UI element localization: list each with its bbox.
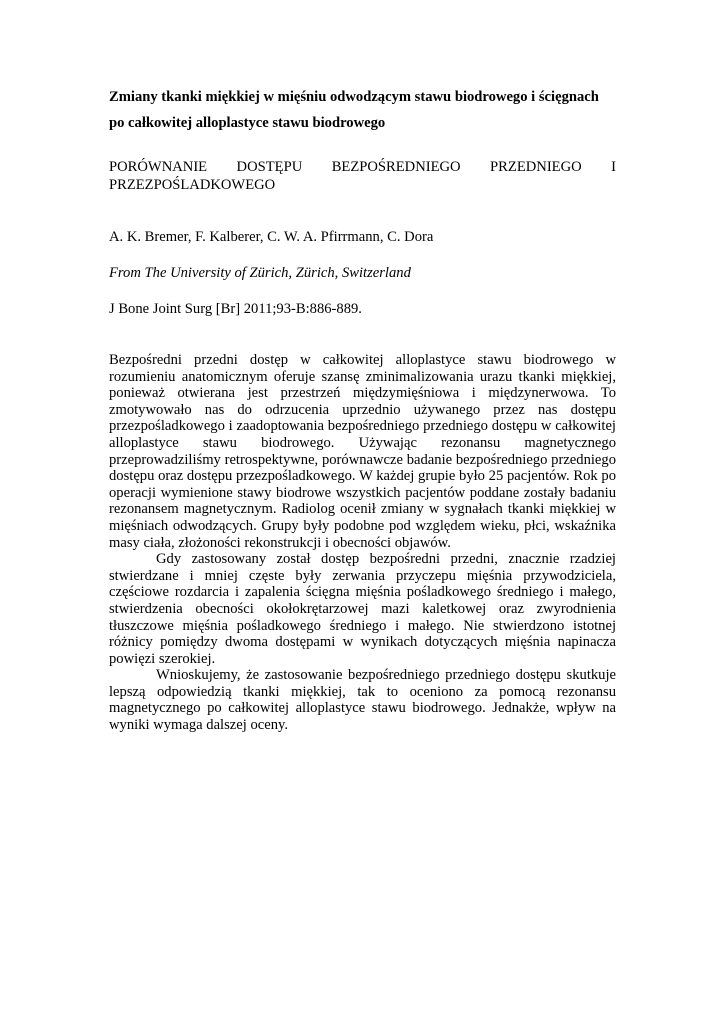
- document-page: [109, 84, 616, 734]
- abstract: [109, 352, 616, 734]
- article-title: Zmiany tkanki miękkiej w mięśniu odwodzącym stawu biodrowego i ścięgnach po całkowitej alloplastyce stawu biodrowego: [109, 89, 599, 131]
- abstract-paragraph-2: Gdy zastosowany został dostęp bezpośredni przedni, znacznie rzadziej stwierdzane i mniej częste były zerwania przyczepu mięśnia przywodziciela, częściowe rozdarcia i zapalenia ścięgna mięśnia pośladkowego średniego i małego, stwierdzenia obecności okołokrętarzowej mazi kaletkowej oraz zwyrodnienia tłuszczowe mięśnia pośladkowego średniego i małego. Nie stwierdzono istotnej różnicy pomiędzy dwoma dostępami w wynikach dotyczących mięśnia napinacza powięzi szerokiej.: [109, 551, 616, 667]
- abstract-paragraph-1: Bezpośredni przedni dostęp w całkowitej alloplastyce stawu biodrowego w rozumieniu anatomicznym oferuje szansę zminimalizowania urazu tkanki miękkiej, ponieważ otwierana jest przestrzeń międzymięśniowa i międzynerwowa. To zmotywowało nas do odrzucenia uprzednio używanego przez nas dostępu przezpośladkowego i zaadoptowania bezpośredniego przedniego dostępu w całkowitej alloplastyce stawu biodrowego. Używając rezonansu magnetycznego przeprowadziliśmy retrospektywne, porównawcze badanie bezpośredniego przedniego dostępu oraz dostępu przezpośladkowego. W każdej grupie było 25 pacjentów. Rok po operacji wymienione stawy biodrowe wszystkich pacjentów poddane zostały badaniu rezonansem magnetycznym. Radiolog ocenił zmiany w sygnałach tkanki miękkiej w mięśniach odwodzących. Grupy były podobne pod względem wieku, płci, wskaźnika masy ciała, złożoności rekonstrukcji i obecności objawów.: [109, 352, 616, 551]
- article-subtitle: PORÓWNANIE DOSTĘPU BEZPOŚREDNIEGO PRZEDNIEGO I PRZEZPOŚLADKOWEGO: [109, 159, 616, 193]
- affiliation: From The University of Zürich, Zürich, Switzerland: [109, 265, 411, 281]
- journal-citation: J Bone Joint Surg [Br] 2011;93-B:886-889.: [109, 301, 362, 317]
- authors: A. K. Bremer, F. Kalberer, C. W. A. Pfirrmann, C. Dora: [109, 229, 434, 245]
- abstract-paragraph-3: Wnioskujemy, że zastosowanie bezpośredniego przedniego dostępu skutkuje lepszą odpowiedzią tkanki miękkiej, tak to oceniono za pomocą rezonansu magnetycznego po całkowitej alloplastyce stawu biodrowego. Jednakże, wpływ na wyniki wymaga dalszej oceny.: [109, 667, 616, 734]
